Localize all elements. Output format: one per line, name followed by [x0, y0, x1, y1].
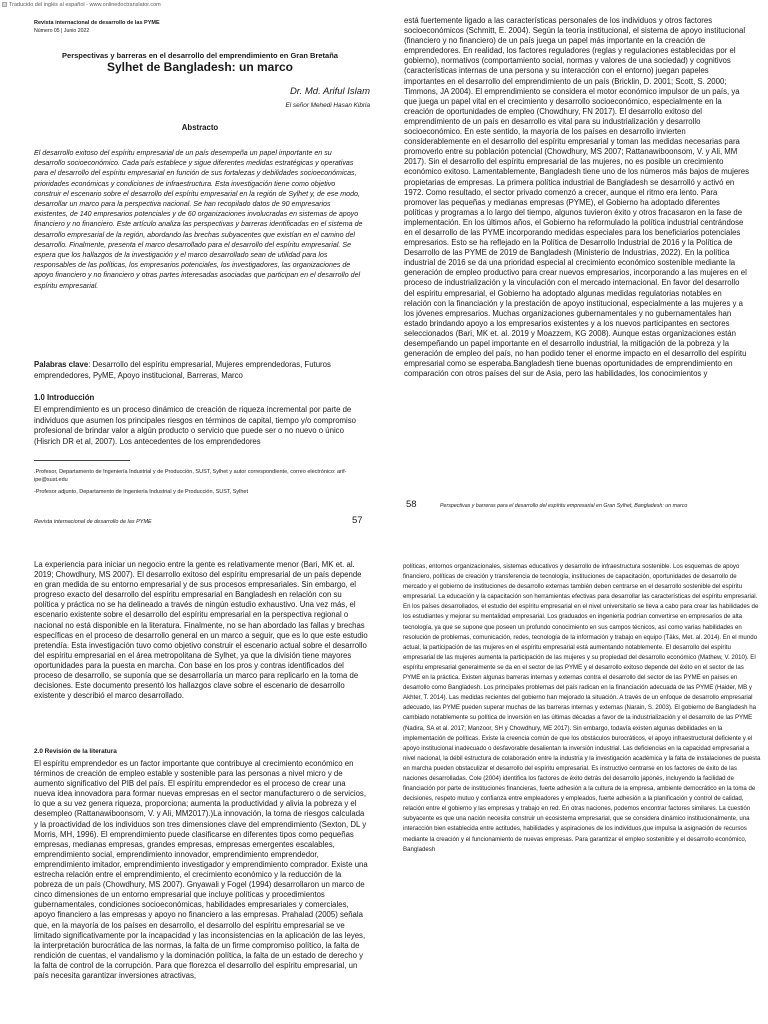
- keywords-text: : Desarrollo del espíritu empresarial, Mujeres emprendedoras, Futuros emprendedores, PyME, Apoyo institucional, Barreras, Marco: [34, 360, 331, 380]
- footnote-1: .Profesor, Departamento de Ingeniería Industrial y de Producción, SUST, Sylhet y autor correspondiente, correo electrónico: arif-ipe@sust.edu: [34, 469, 347, 484]
- paper-title: Perspectivas y barreras en el desarrollo del emprendimiento en Gran Bretaña: [62, 51, 338, 60]
- translation-link[interactable]: Traducido del inglés al español - www.onlinedoctranslator.com: [9, 1, 161, 8]
- journal-title: Revista internacional de desarrollo de las PYME: [34, 20, 160, 26]
- literature-body: El espíritu emprendedor es un factor importante que contribuye al crecimiento económico en términos de creación de empleo estable y sostenible para las personas a nivel micro y de aumento significativo del PIB del país. El espíritu emprendedor es el proceso de crear una nueva idea innovadora para formar nuevas empresas en el sector manufacturero o de servicios, lo que a su vez genera riqueza, proporciona; aumenta la productividad y alivia la pobreza y el desempleo (Rattanawiboonsom, V. y Ali, MM2017).)La innovación, la toma de riesgos calculada y la proactividad de los individuos son tres dimensiones clave del emprendimiento (Sexton, DL y Morris, MH, 1996). El emprendimiento puede clasificarse en diferentes tipos como pequeñas empresas, medianas empresas, grandes empresas, empresas emergentes escalables, emprendimiento social, emprendimiento innovador, emprendimiento emprendedor, emprendimiento imitador, emprendimiento investigador y emprendimiento comprador. Existe una estrecha relación entre el emprendimiento, el crecimiento económico y la reducción de la pobreza de un país (Chowdhury, MS 2007). Gnyawali y Fogel (1994) desarrollaron un marco de cinco dimensiones de un entorno empresarial que incluye políticas y procedimientos gubernamentales, condiciones socioeconómicas, habilidades empresariales y comerciales, apoyo financiero a las empresas y apoyo no financiero a las empresas. Prahalad (2005) señala que, en la mayoría de los países en desarrollo, el desarrollo del espíritu empresarial se ve limitado significativamente por la incapacidad y las inconsistencias en la aplicación de las leyes, la interpretación burocrática de las normas, la falta de un firme compromiso político, la falta de rendición de cuentas, el vandalismo y la dominación política, la falta de un estado de derecho y la falta de control de la corrupción. Para que florezca el desarrollo del espíritu empresarial, un país necesita garantizar inversiones atractivas,: [34, 759, 368, 980]
- keywords: [34, 360, 366, 381]
- author-primary: Dr. Md. Ariful Islam: [289, 86, 370, 97]
- body-text: políticas, entornos organizacionales, sistemas educativos y desarrollo de infraestructura sostenible. Los esquemas de apoyo financiero, políticas de creación y transferencia de tecnología, instituciones de capacitación, oportunidades de desarrollo de mercado y el gobierno de instituciones de desarrollo externas también deben centrarse en el desarrollo sostenible del espíritu empresarial. La educación y la capacitación son herramientas efectivas para desarrollar las características del espíritu empresarial. En los países desarrollados, el estudio del espíritu empresarial en el nivel universitario se lleva a cabo para crear las habilidades de los estudiantes y mejorar su mentalidad empresarial. Los graduados en ingeniería podrían convertirse en empresarios de alta tecnología, ya que se supone que poseen un profundo conocimiento en sus campos técnicos, así como varias habilidades en resolución de problemas, comunicación, redes, tecnología de la información y trabajo en equipo (Täks, Met. al. 2014). En el mundo actual, la participación de las mujeres en el espíritu empresarial está aumentando notablemente. El desarrollo del espíritu empresarial de las mujeres aumenta la participación de las mujeres y su propiedad del desarrollo económico (Mathew, V. 2010). El espíritu empresarial generalmente se da en el sector de las PYME y el desarrollo exitoso depende del éxito en el sector de las PYME en la práctica. Existen algunas barreras internas y externas contra el desarrollo del sector de las PYME en países en desarrollo como Bangladesh. Los principales problemas del país radican en la financiación adecuada de las PYME (Haider, MB y Akhter, T. 2014). Las medidas recientes del gobierno han mejorado la situación. A través de un enfoque de desarrollo empresarial adecuado, las PYME pueden superar muchas de las barreras internas y externas (Narain, S. 2003). El gobierno de Bangladesh ha cambiado notablemente su política de inversión en las últimas décadas a favor de la industrialización y el desarrollo de las PYME (Nadira, SA et al. 2017; Manzoor, SH y Chowdhury, ME 2017). Sin embargo, todavía existen algunas debilidades en la implementación de políticas. Existe la creencia común de que los obstáculos burocráticos, el apoyo infraestructural deficiente y el apoyo institucional inadecuado o desfavorable desalientan la inversión industrial. Las deficiencias en la capacidad empresarial a nivel nacional, la débil estructura de colaboración entre la industria y la investigación académica y la falta de instalaciones de puesta en marcha pueden obstaculizar el desarrollo del espíritu empresarial. Es instructivo centrarse en los factores de éxito de las naciones desarrolladas. Cole (2004) identifica los factores de éxito detrás del desarrollo japonés, incluyendo la facilidad de financiación por parte de instituciones financieras, fuerte adhesión a la cultura de la empresa, ambiente democrático en la toma de decisiones, respeto mutuo y confianza entre empleadores y empleados, fuerte adhesión a la planificación y control de calidad, relación entre el gobierno y las empresas y trabajo en red. En otras naciones, podemos encontrar factores similares. La cuestión subyacente es que una nación necesita construir un ecosistema empresarial, que se considera dinámico institucionalmente, una interacción bien establecida entre actitudes, habilidades y aspiraciones de los individuos,que impulsa la asignación de recursos mediante la creación y el funcionamiento de nuevas empresas. Para garantizar el empleo sostenible y el desarrollo económico, Bangladesh: [403, 563, 761, 853]
- body-text: La experiencia para iniciar un negocio entre la gente es relativamente menor (Bari, MK et. al. 2019; Chowdhury, MS 2007). El desarrollo exitoso del espíritu empresarial de un país depende en gran medida de su entorno empresarial y de sus procesos empresariales. Sin embargo, el progreso exacto del desarrollo del espíritu empresarial en Bangladesh en relación con su política y práctica no se ha delineado a través de ningún estudio exhaustivo. Una vez más, el escenario existente sobre el desarrollo del espíritu empresarial en la perspectiva regional o nacional no está disponible en la literatura. Finalmente, no se han abordado las fallas y brechas específicas en el proceso de desarrollo general en un marco a seguir, que es lo que este estudio pretendía. Esta investigación tuvo como objetivo construir el escenario actual sobre el desarrollo del espíritu empresarial en el área metropolitana de Sylhet, ya que la división tiene mayores oportunidades para la puesta en marcha. Con base en los pros y contras identificados del proceso de desarrollo, se suponía que se desarrollaría un marco para replicarlo en la toma de decisiones. Este documento presentó los hallazgos clave sobre el escenario de desarrollo existente y describió el marco desarrollado.: [34, 560, 368, 701]
- issue-info: Número 05 | Junio 2022: [34, 28, 90, 34]
- page-number: 57: [352, 515, 363, 526]
- intro-body: El emprendimiento es un proceso dinámico de creación de riqueza incremental por parte de individuos que asumen los principales riesgos en términos de capital, tiempo y/o compromiso profesional de brindar valor a algún producto o servicio que puede ser o no nuevo o único (Hisrich DR et al, 2007). Los antecedentes de los emprendedores: [34, 405, 356, 446]
- page-58: [404, 16, 749, 516]
- page-number: 58: [406, 499, 417, 510]
- page-footer-title: Perspectivas y barreras para el desarrollo del espíritu empresarial en Gran Sylhet, Bangladesh: un marco: [440, 503, 688, 509]
- body-text: está fuertemente ligado a las características personales de los individuos y otros factores socioeconómicos (Schmitt, E. 2004). Según la teoría institucional, el sistema de apoyo institucional (financiero y no financiero) de un país juega un papel más importante en la creación de emprendedores. En realidad, los factores reguladores (reglas y regulaciones establecidas por el gobierno), normativos (comportamiento social, normas y valores de una sociedad) y cognitivos (características internas de una persona y su interacción con el entorno) juegan papeles importantes en el desarrollo del emprendimiento de un país (Bricklin, D. 2001; Scott, S. 2000; Timmons, JA 2004). El emprendimiento se considera el motor económico impulsor de un país, ya que juega un papel vital en el crecimiento y desarrollo socioeconómico, especialmente en la creación de oportunidades de empleo (Chowdhury, FN 2017). El desarrollo exitoso del emprendimiento de un país en desarrollo es vital para su industrialización y desarrollo socioeconómico. En este sentido, la mayoría de los países en desarrollo invierten considerablemente en el desarrollo del espíritu empresarial y toman las medidas necesarias para promoverlo entre su población potencial (Chowdhury, MS 2007; Rattanawiboonsom, V. y Ali, MM 2017). Sin el desarrollo del espíritu empresarial de las mujeres, no es posible un crecimiento económico exitoso. Lamentablemente, Bangladesh tiene uno de los números más bajos de mujeres propietarias de empresas. La primera política industrial de Bangladesh se desarrolló y activó en 1972. Como resultado, el sector privado comenzó a crecer, aunque el ritmo era lento. Para promover las pequeñas y medianas empresas (PYME), el Gobierno ha adoptado diferentes políticas y programas a lo largo del tiempo, algunos tuvieron éxito y otros fracasaron en la fase de implementación. En los últimos años, el Gobierno ha reformulado la política industrial centrándose en el desarrollo de las PYME incorporando medidas especiales para los beneficiarios potenciales empresarios. Esto se ha reflejado en la Política de Desarrollo Industrial de 2016 y la Política de Desarrollo de las PYME de 2019 de Bangladesh (Ministerio de Industrias, 2022). En la política industrial de 2016 se da una prioridad especial al crecimiento económico sostenible mediante la generación de empleo productivo para crear nuevos empresarios, incorporando a las mujeres en el proceso de industrialización y la vinculación con el mercado internacional. En favor del desarrollo del espíritu empresarial, el Gobierno ha adoptado algunas medidas regulatorias notables en relación con la financiación y la prestación de apoyo institucional, especialmente a las mujeres y a los jóvenes empresarios. Muchas organizaciones gubernamentales y no gubernamentales han estado brindando apoyo a los empresarios existentes y a los nuevos participantes en sectores seleccionados (Bari, MK et. al. 2019 y Moazzem, KG 2008). Aunque estas organizaciones están desempeñando un papel importante en el desarrollo industrial, la mitigación de la pobreza y la generación de empleo del país, no han podido tener el enorme impacto en el desarrollo del espíritu empresarial como se esperaba.Bangladesh tiene buenas oportunidades de emprendimiento en comparación con otros países del sur de Asia, pero las habilidades, los conocimientos y: [404, 16, 750, 379]
- intro-heading: 1.0 Introducción: [34, 393, 95, 402]
- page-59: [30, 556, 392, 1022]
- author-secondary: El señor Mehedi Hasan Kibria: [285, 102, 370, 109]
- abstract-heading: Abstracto: [181, 123, 219, 132]
- translate-icon: [2, 2, 7, 7]
- page-footer-journal: Revista internacional de desarrollo de las PYME: [34, 519, 152, 525]
- page-57: [30, 16, 370, 526]
- paper-subtitle: Sylhet de Bangladesh: un marco: [106, 60, 294, 74]
- translation-notice[interactable]: [2, 0, 161, 9]
- literature-heading: 2.0 Revisión de la literatura: [34, 748, 117, 755]
- footnote-divider: [34, 460, 130, 461]
- footnote-2: -Profesor adjunto, Departamento de Ingeniería Industrial y de Producción, SUST, Sylhet: [34, 489, 249, 495]
- page-60: [403, 556, 763, 1022]
- abstract-body: El desarrollo exitoso del espíritu empresarial de un país desempeña un papel importante en su desarrollo socioeconómico. Cada país establece y sigue diferentes medidas estratégicas y operativas para el desarrollo del espíritu empresarial en función de sus fortalezas y debilidades socioeconómicas, prioridades económicas y condiciones de infraestructura. Esta investigación tiene como objetivo construir el escenario sobre el desarrollo del espíritu empresarial en la región de Sylhet y, de ese modo, desarrollar un marco para la perspectiva nacional. Se han recopilado datos de 90 empresarios existentes, de 140 empresarios potenciales y de 60 organizaciones involucradas en sistemas de apoyo financiero y no financiero. Este artículo analiza las perspectivas y barreras identificadas en el sistema de desarrollo empresarial de la región, abordando las brechas subyacentes que existían en el camino del desarrollo. Finalmente, presenta el marco desarrollado para el desarrollo del espíritu empresarial. Se espera que los hallazgos de la investigación y el marco desarrollado sean de utilidad para los responsables de las políticas, los empresarios potenciales, los investigadores, las organizaciones de apoyo financiero y no financiero y otras partes interesadas asociadas que participan en el desarrollo del espíritu empresarial.: [34, 149, 363, 290]
- keywords-label: Palabras clave: [34, 360, 89, 369]
